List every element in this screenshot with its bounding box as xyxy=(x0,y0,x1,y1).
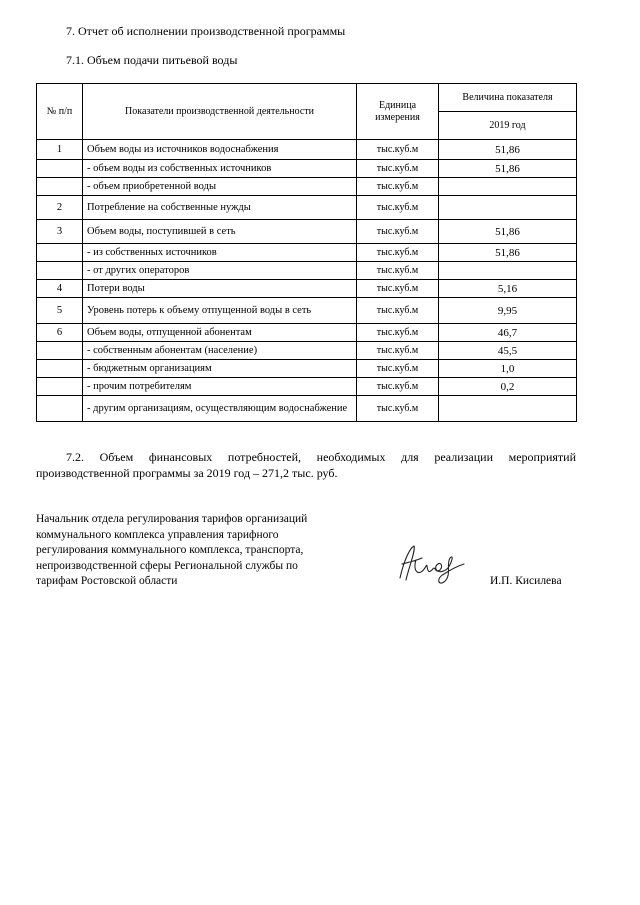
table-row xyxy=(37,220,577,244)
row-value-cell: 46,7 xyxy=(439,324,577,342)
row-unit-cell: тыс.куб.м xyxy=(357,396,439,422)
row-value-cell xyxy=(439,396,577,422)
row-value-cell: 51,86 xyxy=(439,244,577,262)
row-indicator-cell: - бюджетным организациям xyxy=(83,360,357,378)
row-unit-cell: тыс.куб.м xyxy=(357,244,439,262)
row-value-cell: 51,86 xyxy=(439,160,577,178)
row-value-cell: 1,0 xyxy=(439,360,577,378)
row-unit-cell: тыс.куб.м xyxy=(357,262,439,280)
row-unit-cell: тыс.куб.м xyxy=(357,178,439,196)
row-unit-cell: тыс.куб.м xyxy=(357,140,439,160)
row-num-cell xyxy=(37,396,83,422)
row-value-cell xyxy=(439,196,577,220)
table-row xyxy=(37,262,577,280)
row-num-cell: 5 xyxy=(37,298,83,324)
row-unit-cell: тыс.куб.м xyxy=(357,360,439,378)
table-row xyxy=(37,298,577,324)
row-unit-cell: тыс.куб.м xyxy=(357,220,439,244)
signer-line: регулирования коммунального комплекса, транспорта, xyxy=(36,544,304,556)
row-num-cell: 4 xyxy=(37,280,83,298)
row-indicator-cell: - объем приобретенной воды xyxy=(83,178,357,196)
row-value-cell: 51,86 xyxy=(439,220,577,244)
row-indicator-cell: - другим организациям, осуществляющим водоснабжение xyxy=(83,396,357,422)
table-row xyxy=(37,140,577,160)
row-num-cell xyxy=(37,160,83,178)
table-body xyxy=(37,140,577,422)
row-indicator-cell: - из собственных источников xyxy=(83,244,357,262)
row-indicator-cell: - прочим потребителям xyxy=(83,378,357,396)
row-num-cell xyxy=(37,378,83,396)
header-unit: Единица измерения xyxy=(357,84,439,140)
row-indicator-cell: - собственным абонентам (население) xyxy=(83,342,357,360)
table-row xyxy=(37,280,577,298)
table-row xyxy=(37,396,577,422)
table-row xyxy=(37,360,577,378)
signer-line: непроизводственной сферы Региональной службы по xyxy=(36,559,298,572)
water-supply-table xyxy=(36,83,577,422)
table-row xyxy=(37,178,577,196)
row-num-cell: 2 xyxy=(37,196,83,220)
row-unit-cell: тыс.куб.м xyxy=(357,160,439,178)
row-unit-cell: тыс.куб.м xyxy=(357,298,439,324)
table-row xyxy=(37,378,577,396)
row-num-cell: 3 xyxy=(37,220,83,244)
row-indicator-cell: Объем воды из источников водоснабжения xyxy=(83,140,357,160)
row-num-cell xyxy=(37,262,83,280)
row-num-cell xyxy=(37,244,83,262)
row-indicator-cell: - объем воды из собственных источников xyxy=(83,160,357,178)
header-year: 2019 год xyxy=(439,112,577,140)
signer-line: коммунального комплекса управления тарифного xyxy=(36,528,279,541)
row-value-cell: 51,86 xyxy=(439,140,577,160)
row-unit-cell: тыс.куб.м xyxy=(357,196,439,220)
row-indicator-cell: Потери воды xyxy=(83,280,357,298)
row-indicator-cell: Объем воды, отпущенной абонентам xyxy=(83,324,357,342)
section-title: 7. Отчет об исполнении производственной программы xyxy=(66,24,346,38)
row-value-cell: 45,5 xyxy=(439,342,577,360)
row-unit-cell: тыс.куб.м xyxy=(357,378,439,396)
row-value-cell: 9,95 xyxy=(439,298,577,324)
section-subtitle: 7.1. Объем подачи питьевой воды xyxy=(66,53,238,67)
row-num-cell xyxy=(37,360,83,378)
table-row xyxy=(37,244,577,262)
row-indicator-cell: Уровень потерь к объему отпущенной воды в сеть xyxy=(83,298,357,324)
signer-position xyxy=(36,512,366,590)
header-num: № п/п xyxy=(37,84,83,140)
row-value-cell xyxy=(439,262,577,280)
handwritten-signature-icon xyxy=(392,540,472,588)
table-row xyxy=(37,196,577,220)
signer-line: тарифам Ростовской области xyxy=(36,575,178,587)
row-value-cell xyxy=(439,178,577,196)
header-value-group: Величина показателя xyxy=(439,84,577,112)
row-num-cell xyxy=(37,178,83,196)
row-unit-cell: тыс.куб.м xyxy=(357,342,439,360)
header-indicator: Показатели производственной деятельности xyxy=(83,84,357,140)
row-unit-cell: тыс.куб.м xyxy=(357,324,439,342)
paragraph-7-2: 7.2. Объем финансовых потребностей, необходимых для реализации мероприятий производственной программы за 2019 год – 271,2 тыс. руб. xyxy=(36,450,576,480)
row-value-cell: 5,16 xyxy=(439,280,577,298)
row-num-cell: 6 xyxy=(37,324,83,342)
row-unit-cell: тыс.куб.м xyxy=(357,280,439,298)
table-row xyxy=(37,324,577,342)
table-row xyxy=(37,160,577,178)
signer-line: Начальник отдела регулирования тарифов организаций xyxy=(36,513,308,525)
row-num-cell xyxy=(37,342,83,360)
row-value-cell: 0,2 xyxy=(439,378,577,396)
row-num-cell: 1 xyxy=(37,140,83,160)
row-indicator-cell: Потребление на собственные нужды xyxy=(83,196,357,220)
table-row xyxy=(37,342,577,360)
row-indicator-cell: Объем воды, поступившей в сеть xyxy=(83,220,357,244)
row-indicator-cell: - от других операторов xyxy=(83,262,357,280)
signer-name: И.П. Кисилева xyxy=(490,575,562,587)
